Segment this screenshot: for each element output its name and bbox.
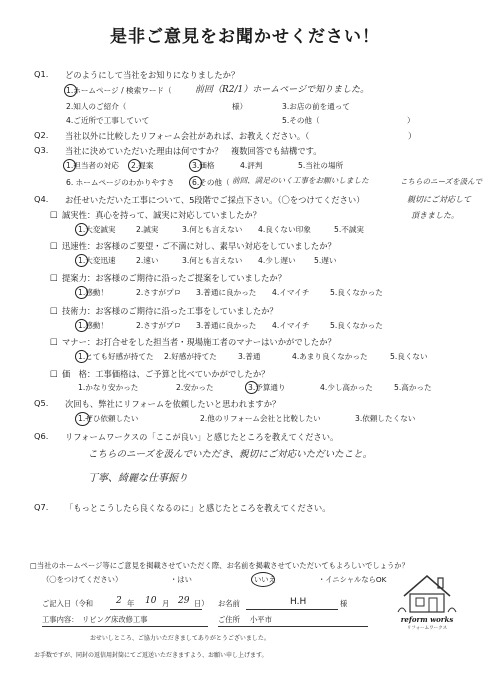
q2-text: 当社以外に比較したリフォーム会社があれば、お教えください。（ <box>65 131 310 141</box>
q3-option-7: 6.その他（ <box>192 178 230 187</box>
q1-option-5: 5.その他（ <box>282 116 320 125</box>
q4-item-option: 1.とても好感が持てた <box>78 352 154 361</box>
q4-item-option: 2.安かった <box>176 383 214 392</box>
logo-text: reform works <box>400 615 454 624</box>
q4-item-label: 迅速性：お客様のご要望・ご不満に対し、素早い対応をしていましたか？ <box>62 241 336 251</box>
date-label: ご記入日（令和 <box>42 599 94 608</box>
q2-close: ） <box>408 131 417 141</box>
q6-handwritten-answer-2: 丁寧、綺麗な仕事振り <box>88 473 188 484</box>
q3-handwritten-side-1: こちらのニーズを汲んで <box>400 177 483 186</box>
q4-item-option: 2.さすがプロ <box>136 288 182 297</box>
consent-initials: ・イニシャルならOK <box>318 575 387 584</box>
q3-option-4: 4.評判 <box>240 161 263 170</box>
q5-number: Q5. <box>34 398 49 408</box>
q5-text: 次回も、弊社にリフォームを依頼したいと思われますか？ <box>65 399 281 409</box>
q4-item-option: 1.大変誠実 <box>78 225 116 234</box>
q3-text: 当社に決めていただいた理由は何ですか？ 複数回答でも結構です。 <box>65 146 322 156</box>
date-era-year: 2 <box>116 596 122 606</box>
q4-item-label: 提案力：お客様のご期待に沿ったご提案をしていましたか？ <box>62 273 287 283</box>
q4-item-option: 4.イマイチ <box>272 321 310 330</box>
q4-item-option: 5.不誠実 <box>334 225 365 234</box>
q4-item-option: 5.良くない <box>390 352 428 361</box>
q4-text: お任せいただいた工事について、5段階でご採点下さい。（〇をつけてください） <box>65 195 365 205</box>
q4-item-option: 3.普通に良かった <box>196 321 257 330</box>
q3-option-6: 6. ホームページのわかりやすさ <box>66 178 175 187</box>
q4-item-option: 1.大変迅速 <box>78 256 116 265</box>
q1-handwritten-keyword: 前回（R2/1）ホームページで知りました。 <box>195 85 370 95</box>
consent-instruction: （〇をつけてください） <box>42 575 123 584</box>
reform-works-logo <box>392 566 462 636</box>
logo-subtext: リフォームワークス <box>406 626 448 631</box>
address-underline <box>218 626 368 627</box>
consent-yes: ・はい <box>170 575 192 584</box>
q4-item-option: 5.良くなかった <box>330 288 383 297</box>
q4-item-option: 3.何とも言えない <box>182 225 243 234</box>
consent-question: □当社のホームページ等にご意見を掲載させていただく際、お名前を掲載させていただいてもよろしいでしょうか？ <box>30 561 409 570</box>
q4-item-label: マナー：お打合せをした担当者・現場施工者のマナーはいかがでしたか？ <box>62 337 336 347</box>
q4-item-option: 5.良くなかった <box>330 321 383 330</box>
q4-item-option: 3.予算通り <box>248 383 286 392</box>
q3-option-5: 5.当社の場所 <box>298 161 344 170</box>
q3-handwritten-side-2: 親切にご対応して <box>407 195 471 204</box>
q4-item-option: 2.さすがプロ <box>136 321 182 330</box>
q6-number: Q6. <box>34 431 49 441</box>
q3-option-1: 1.担当者の対応 <box>66 161 119 170</box>
q5-option-1: 1.ぜひ依頼したい <box>78 414 139 423</box>
q5-option-3: 3.依頼したくない <box>355 414 416 423</box>
work-value: リビング床改修工事 <box>82 615 148 624</box>
q4-item-option: 4.良くない印象 <box>258 225 311 234</box>
q1-option-5-close: ） <box>407 116 415 125</box>
return-request: お手数ですが、同封の返信用封筒にてご返送いただきますよう、お願い申し上げます。 <box>34 652 268 659</box>
q4-item-option: 5.高かった <box>394 383 432 392</box>
q3-handwritten-other: 前回、満足のいく工事をお願いしました <box>232 176 369 185</box>
q1-option-2: 2.知人のご紹介（ <box>66 102 127 111</box>
q7-number: Q7. <box>34 502 49 512</box>
q1-option-2-suffix: 様） <box>232 102 248 111</box>
q4-item-option: 2.速い <box>136 256 159 265</box>
q3-handwritten-side-3: 頂きました。 <box>411 211 459 220</box>
q3-option-2: 2.提案 <box>131 161 154 170</box>
address-label: ご住所 <box>218 615 240 624</box>
q3-number: Q3. <box>34 145 49 155</box>
date-day: 29 <box>178 596 190 606</box>
q1-option-1: 1.ホームページ / 検索ワード（ <box>66 86 172 95</box>
address-value: 小平市 <box>250 615 272 624</box>
q4-item-option: 3.普通に良かった <box>196 288 257 297</box>
checkbox: □ <box>50 272 58 282</box>
q4-item-option: 1.かなり安かった <box>78 383 139 392</box>
date-month-unit: 月 <box>162 599 170 608</box>
page-title: 是非ご意見をお聞かせください！ <box>110 27 380 47</box>
q4-item-option: 3.普通 <box>238 352 261 361</box>
name-label: お名前 <box>218 599 240 608</box>
consent-no: いいえ <box>254 575 276 584</box>
date-year-unit: 年 <box>127 599 135 608</box>
q6-handwritten-answer-1: こちらのニーズを汲んでいただき、親切にご対応いただいたこと。 <box>88 449 373 460</box>
q4-item-option: 1.感動！ <box>78 321 109 330</box>
q4-item-option: 4.あまり良くなかった <box>292 352 368 361</box>
house-logo-icon <box>392 566 462 616</box>
checkbox: □ <box>50 336 58 346</box>
q7-text: 「もっとこうしたら良くなるのに」と感じたところを教えてください。 <box>65 503 331 513</box>
q3-option-3: 3.価格 <box>192 161 215 170</box>
q1-option-4: 4.ご近所で工事していて <box>66 116 150 125</box>
q4-item-label: 価 格：工事価格は、ご予算と比べていかがでしたか？ <box>62 369 270 379</box>
q1-text: どのようにして当社をお知りになりましたか？ <box>65 70 240 80</box>
q4-item-option: 1.感動！ <box>78 288 109 297</box>
q2-number: Q2. <box>34 130 49 140</box>
q4-item-label: 誠実性：真心を持って、誠実に対応していましたか？ <box>62 210 261 220</box>
q4-item-option: 4.イマイチ <box>272 288 310 297</box>
checkbox: □ <box>50 209 58 219</box>
checkbox: □ <box>50 368 58 378</box>
name-underline <box>246 609 338 610</box>
date-underline <box>110 609 202 610</box>
name-value: H.H <box>290 597 307 607</box>
q4-item-option: 3.何とも言えない <box>182 256 243 265</box>
checkbox: □ <box>50 240 58 250</box>
date-month: 10 <box>145 596 157 606</box>
q4-item-option: 4.少し高かった <box>320 383 373 392</box>
work-underline <box>42 626 208 627</box>
q6-text: リフォームワークスの「ここが良い」と感じたところを教えてください。 <box>65 432 339 442</box>
q4-item-option: 2.好感が持てた <box>164 352 217 361</box>
checkbox: □ <box>50 305 58 315</box>
q5-option-2: 2.他のリフォーム会社と比較したい <box>200 414 321 423</box>
q4-item-option: 4.少し遅い <box>258 256 296 265</box>
work-label: 工事内容： <box>42 615 79 624</box>
q4-item-option: 2.誠実 <box>136 225 159 234</box>
q1-number: Q1. <box>34 69 49 79</box>
q4-number: Q4. <box>34 194 49 204</box>
q4-item-option: 5.遅い <box>314 256 337 265</box>
name-honorific: 様 <box>340 599 348 608</box>
q4-item-label: 技術力：お客様のご期待に沿った工事をしていましたか？ <box>62 306 278 316</box>
q1-option-3: 3.お店の前を通って <box>282 102 350 111</box>
date-day-unit: 日） <box>194 599 209 608</box>
thanks-message: おせいしところ、ご協力いただきましてありがとうございました。 <box>90 635 270 642</box>
